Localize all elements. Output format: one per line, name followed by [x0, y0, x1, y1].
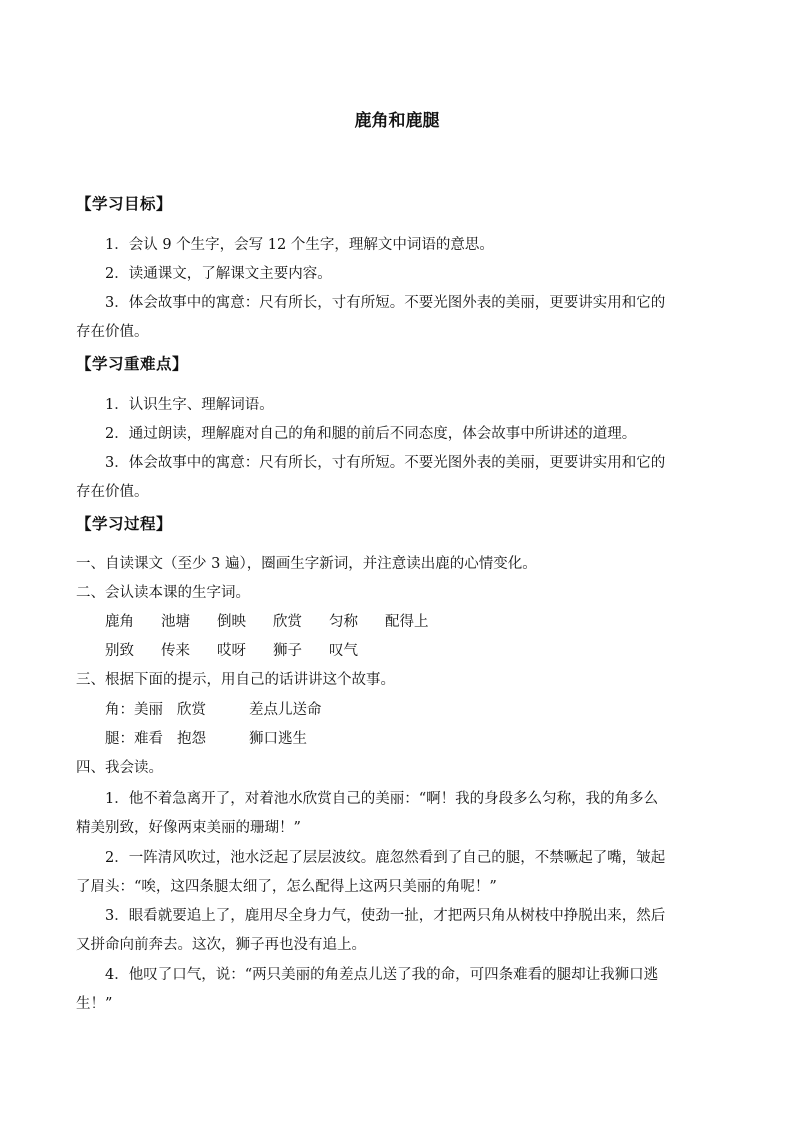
key-point-item-3: 3．体会故事中的寓意：尺有所长，寸有所短。不要光图外表的美丽，更要讲实用和它的	[105, 455, 666, 471]
word-item: 哎呀	[217, 643, 246, 659]
word-item: 倒映	[217, 614, 246, 630]
hint-item: 差点儿送命	[249, 702, 322, 718]
reading-line: 又拼命向前奔去。这次，狮子再也没有追上。	[76, 937, 366, 953]
word-item: 传来	[161, 643, 190, 659]
goal-item-1: 1．会认 9 个生字，会写 12 个生字，理解文中词语的意思。	[105, 237, 494, 253]
key-point-item-2: 2．通过朗读，理解鹿对自己的角和腿的前后不同态度，体会故事中所讲述的道理。	[105, 426, 637, 442]
goal-item-2: 2．读通课文，了解课文主要内容。	[105, 266, 332, 282]
reading-line: 生！”	[76, 996, 113, 1012]
word-row-2	[105, 639, 385, 660]
goal-item-3-cont: 存在价值。	[76, 324, 149, 340]
hint-item: 抱怨	[177, 731, 206, 747]
reading-line: 了眉头：“唉，这四条腿太细了，怎么配得上这两只美丽的角呢！”	[76, 879, 497, 895]
process-step-4: 四、我会读。	[76, 760, 163, 776]
hint-item: 腿：难看	[105, 731, 163, 747]
key-point-item-1: 1．认识生字、理解词语。	[105, 397, 274, 413]
word-item: 配得上	[385, 614, 429, 630]
hint-row-leg	[105, 727, 307, 748]
reading-line: 3．眼看就要追上了，鹿用尽全身力气，使劲一扯，才把两只角从树枝中挣脱出来，然后	[105, 908, 666, 924]
hint-item: 角：美丽	[105, 702, 163, 718]
section-heading-process: 【学习过程】	[76, 514, 173, 533]
page-title: 鹿角和鹿腿	[354, 111, 440, 131]
process-step-3: 三、根据下面的提示，用自己的话讲讲这个故事。	[76, 672, 395, 688]
process-step-1: 一、自读课文（至少 3 遍），圈画生字新词，并注意读出鹿的心情变化。	[76, 556, 537, 572]
section-heading-goals: 【学习目标】	[76, 194, 173, 213]
reading-line: 4．他叹了口气，说：“两只美丽的角差点儿送了我的命，可四条难看的腿却让我狮口逃	[105, 967, 659, 983]
goal-item-3: 3．体会故事中的寓意：尺有所长，寸有所短。不要光图外表的美丽，更要讲实用和它的	[105, 295, 666, 311]
reading-line: 2．一阵清风吹过，池水泛起了层层波纹。鹿忽然看到了自己的腿，不禁噘起了嘴，皱起	[105, 850, 666, 866]
reading-line: 精美别致，好像两束美丽的珊瑚！”	[76, 820, 301, 836]
word-item: 池塘	[161, 614, 190, 630]
hint-item: 欣赏	[177, 702, 206, 718]
word-item: 鹿角	[105, 614, 134, 630]
hint-item: 狮口逃生	[249, 731, 307, 747]
section-heading-key-points: 【学习重难点】	[76, 354, 189, 373]
word-row-1	[105, 610, 455, 631]
word-item: 别致	[105, 643, 134, 659]
key-point-item-3-cont: 存在价值。	[76, 484, 149, 500]
word-item: 匀称	[329, 614, 358, 630]
word-item: 欣赏	[273, 614, 302, 630]
hint-row-horn	[105, 698, 322, 719]
reading-line: 1．他不着急离开了，对着池水欣赏自己的美丽：“啊！我的身段多么匀称，我的角多么	[105, 791, 659, 807]
word-item: 狮子	[273, 643, 302, 659]
word-item: 叹气	[329, 643, 358, 659]
process-step-2: 二、会认读本课的生字词。	[76, 585, 250, 601]
